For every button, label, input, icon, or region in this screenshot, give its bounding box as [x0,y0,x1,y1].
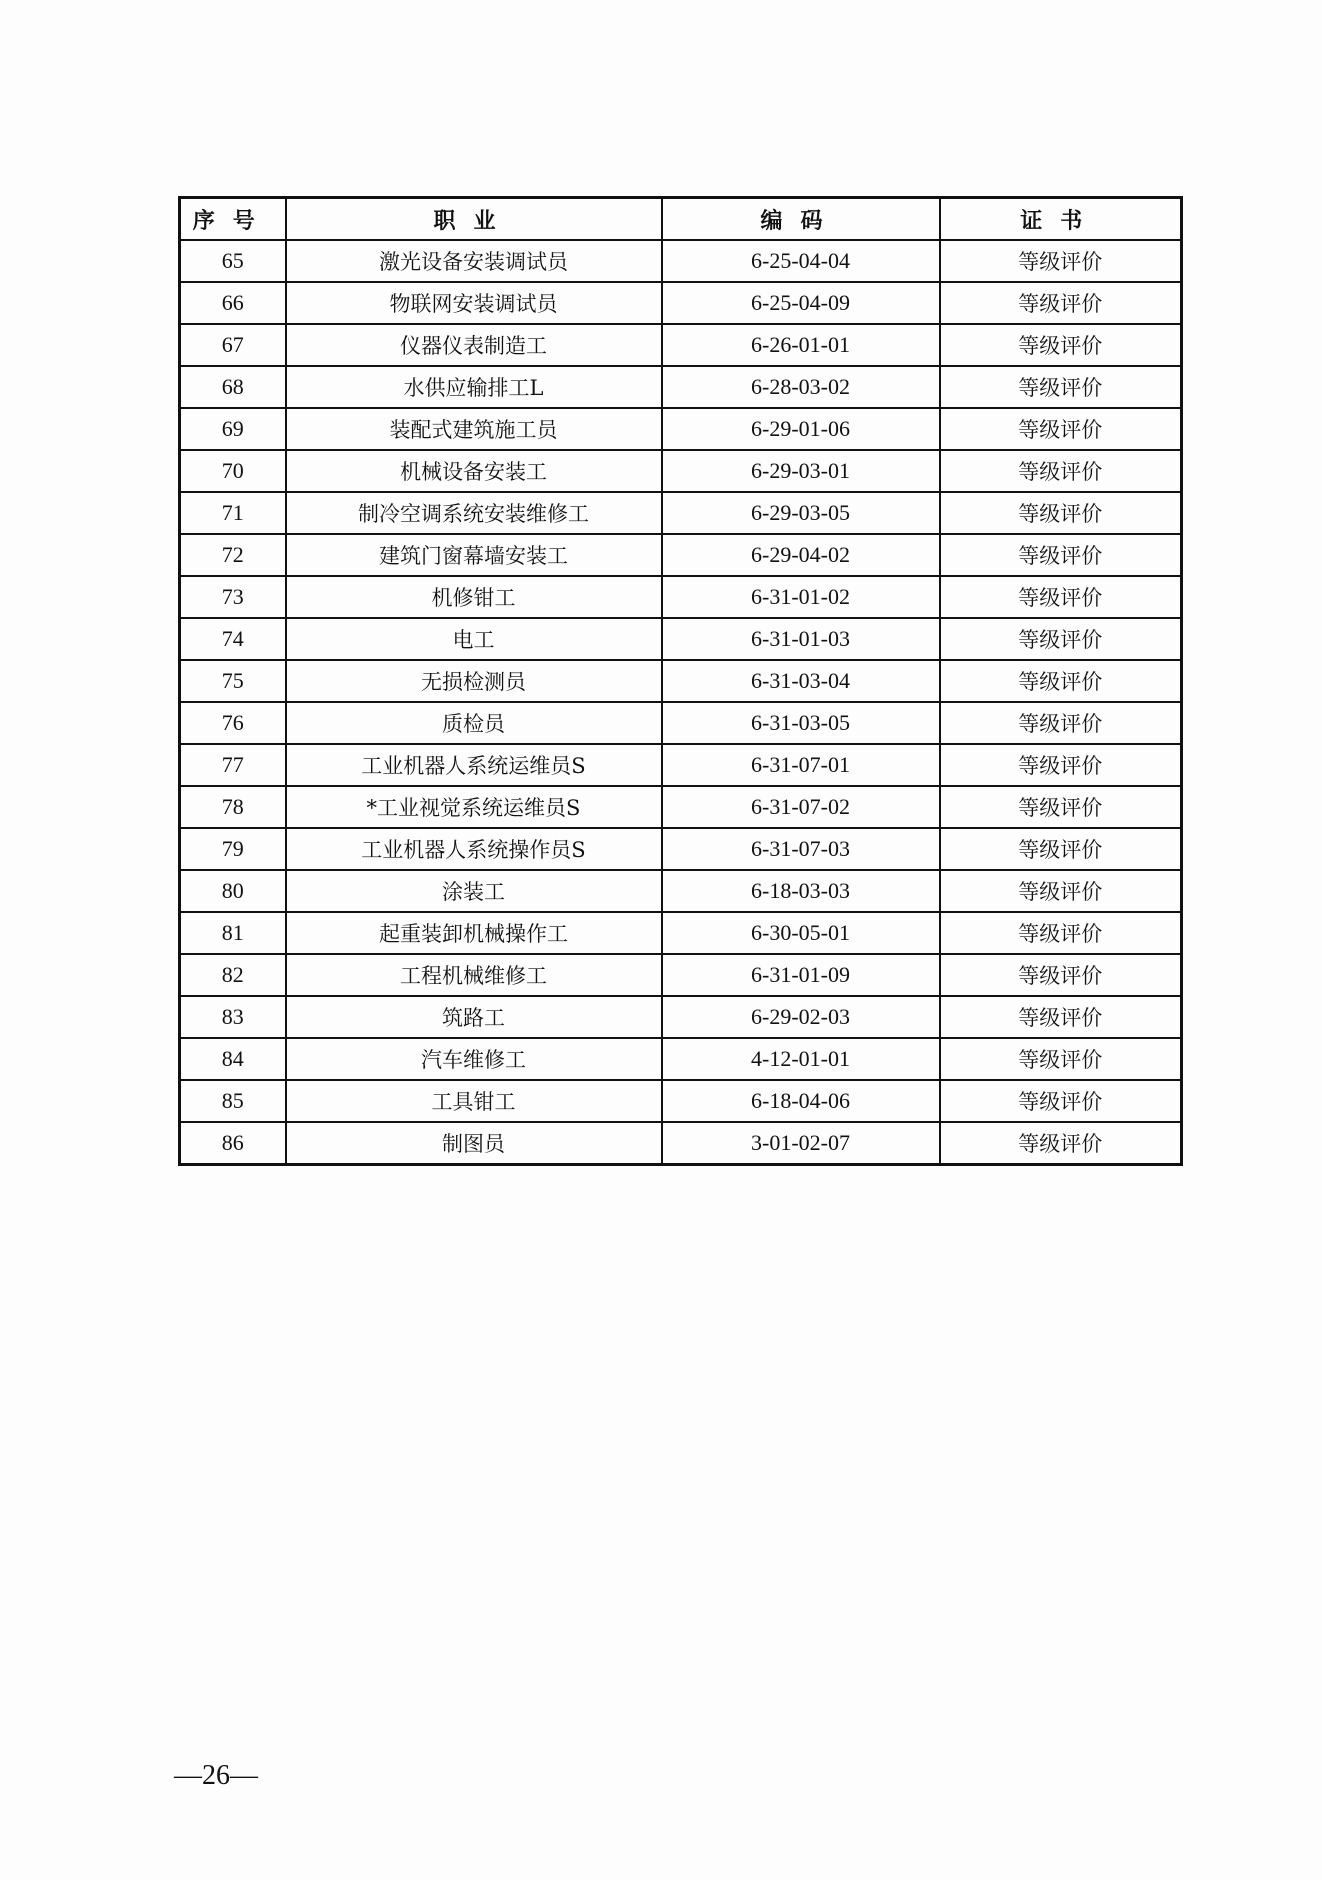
serial-number-cell: 73 [180,576,286,618]
certificate-cell: 等级评价 [940,870,1182,912]
occupation-cell: 物联网安装调试员 [286,282,662,324]
occupation-cell: 起重装卸机械操作工 [286,912,662,954]
table-row [180,240,1182,282]
table-row [180,828,1182,870]
serial-number-cell: 69 [180,408,286,450]
table-row [180,534,1182,576]
certificate-cell: 等级评价 [940,828,1182,870]
occupation-cell: 制图员 [286,1122,662,1165]
code-cell: 6-25-04-04 [662,240,940,282]
table-row [180,786,1182,828]
serial-number-cell: 81 [180,912,286,954]
table-row [180,912,1182,954]
certificate-cell: 等级评价 [940,744,1182,786]
table-row [180,1038,1182,1080]
code-cell: 6-29-02-03 [662,996,940,1038]
occupation-table [178,196,1183,1166]
occupation-cell: 激光设备安装调试员 [286,240,662,282]
occupation-cell: 机械设备安装工 [286,450,662,492]
header-certificate: 证书 [940,198,1182,241]
serial-number-cell: 84 [180,1038,286,1080]
table-header-row [180,198,1182,241]
certificate-cell: 等级评价 [940,786,1182,828]
code-cell: 6-31-03-05 [662,702,940,744]
serial-number-cell: 83 [180,996,286,1038]
serial-number-cell: 80 [180,870,286,912]
serial-number-cell: 72 [180,534,286,576]
serial-number-cell: 79 [180,828,286,870]
certificate-cell: 等级评价 [940,954,1182,996]
occupation-cell: 装配式建筑施工员 [286,408,662,450]
occupation-cell: 机修钳工 [286,576,662,618]
serial-number-cell: 82 [180,954,286,996]
certificate-cell: 等级评价 [940,660,1182,702]
header-serial-number: 序号 [180,198,286,241]
table-row [180,1122,1182,1165]
serial-number-cell: 70 [180,450,286,492]
table-row [180,366,1182,408]
code-cell: 6-31-07-01 [662,744,940,786]
certificate-cell: 等级评价 [940,408,1182,450]
serial-number-cell: 68 [180,366,286,408]
code-cell: 3-01-02-07 [662,1122,940,1165]
certificate-cell: 等级评价 [940,450,1182,492]
table-row [180,996,1182,1038]
page-number: —26— [174,1760,258,1791]
serial-number-cell: 66 [180,282,286,324]
code-cell: 6-29-03-05 [662,492,940,534]
occupation-cell: 工业机器人系统操作员S [286,828,662,870]
occupation-cell: 工程机械维修工 [286,954,662,996]
certificate-cell: 等级评价 [940,996,1182,1038]
table-row [180,870,1182,912]
certificate-cell: 等级评价 [940,324,1182,366]
table-row [180,324,1182,366]
certificate-cell: 等级评价 [940,534,1182,576]
certificate-cell: 等级评价 [940,912,1182,954]
code-cell: 4-12-01-01 [662,1038,940,1080]
serial-number-cell: 85 [180,1080,286,1122]
serial-number-cell: 77 [180,744,286,786]
header-occupation: 职业 [286,198,662,241]
code-cell: 6-31-07-02 [662,786,940,828]
occupation-cell: 涂装工 [286,870,662,912]
table-row [180,492,1182,534]
certificate-cell: 等级评价 [940,282,1182,324]
serial-number-cell: 65 [180,240,286,282]
certificate-cell: 等级评价 [940,492,1182,534]
code-cell: 6-31-07-03 [662,828,940,870]
code-cell: 6-31-01-02 [662,576,940,618]
serial-number-cell: 67 [180,324,286,366]
code-cell: 6-29-01-06 [662,408,940,450]
serial-number-cell: 78 [180,786,286,828]
occupation-cell: 汽车维修工 [286,1038,662,1080]
occupation-cell: 电工 [286,618,662,660]
serial-number-cell: 86 [180,1122,286,1165]
code-cell: 6-18-03-03 [662,870,940,912]
occupation-cell: 仪器仪表制造工 [286,324,662,366]
occupation-cell: *工业视觉系统运维员S [286,786,662,828]
code-cell: 6-31-01-03 [662,618,940,660]
code-cell: 6-29-03-01 [662,450,940,492]
table-row [180,618,1182,660]
code-cell: 6-30-05-01 [662,912,940,954]
certificate-cell: 等级评价 [940,702,1182,744]
certificate-cell: 等级评价 [940,1038,1182,1080]
code-cell: 6-26-01-01 [662,324,940,366]
header-code: 编码 [662,198,940,241]
code-cell: 6-18-04-06 [662,1080,940,1122]
serial-number-cell: 75 [180,660,286,702]
occupation-cell: 筑路工 [286,996,662,1038]
certificate-cell: 等级评价 [940,366,1182,408]
certificate-cell: 等级评价 [940,618,1182,660]
certificate-cell: 等级评价 [940,1080,1182,1122]
table-row [180,744,1182,786]
occupation-cell: 制冷空调系统安装维修工 [286,492,662,534]
serial-number-cell: 71 [180,492,286,534]
code-cell: 6-29-04-02 [662,534,940,576]
occupation-cell: 质检员 [286,702,662,744]
serial-number-cell: 74 [180,618,286,660]
serial-number-cell: 76 [180,702,286,744]
table-row [180,660,1182,702]
table-row [180,954,1182,996]
certificate-cell: 等级评价 [940,576,1182,618]
code-cell: 6-28-03-02 [662,366,940,408]
occupation-cell: 工业机器人系统运维员S [286,744,662,786]
code-cell: 6-31-03-04 [662,660,940,702]
table-row [180,702,1182,744]
table-row [180,282,1182,324]
certificate-cell: 等级评价 [940,240,1182,282]
table-row [180,1080,1182,1122]
table-row [180,408,1182,450]
code-cell: 6-25-04-09 [662,282,940,324]
code-cell: 6-31-01-09 [662,954,940,996]
occupation-cell: 建筑门窗幕墙安装工 [286,534,662,576]
certificate-cell: 等级评价 [940,1122,1182,1165]
occupation-cell: 工具钳工 [286,1080,662,1122]
occupation-cell: 无损检测员 [286,660,662,702]
table-row [180,450,1182,492]
table-row [180,576,1182,618]
occupation-cell: 水供应输排工L [286,366,662,408]
